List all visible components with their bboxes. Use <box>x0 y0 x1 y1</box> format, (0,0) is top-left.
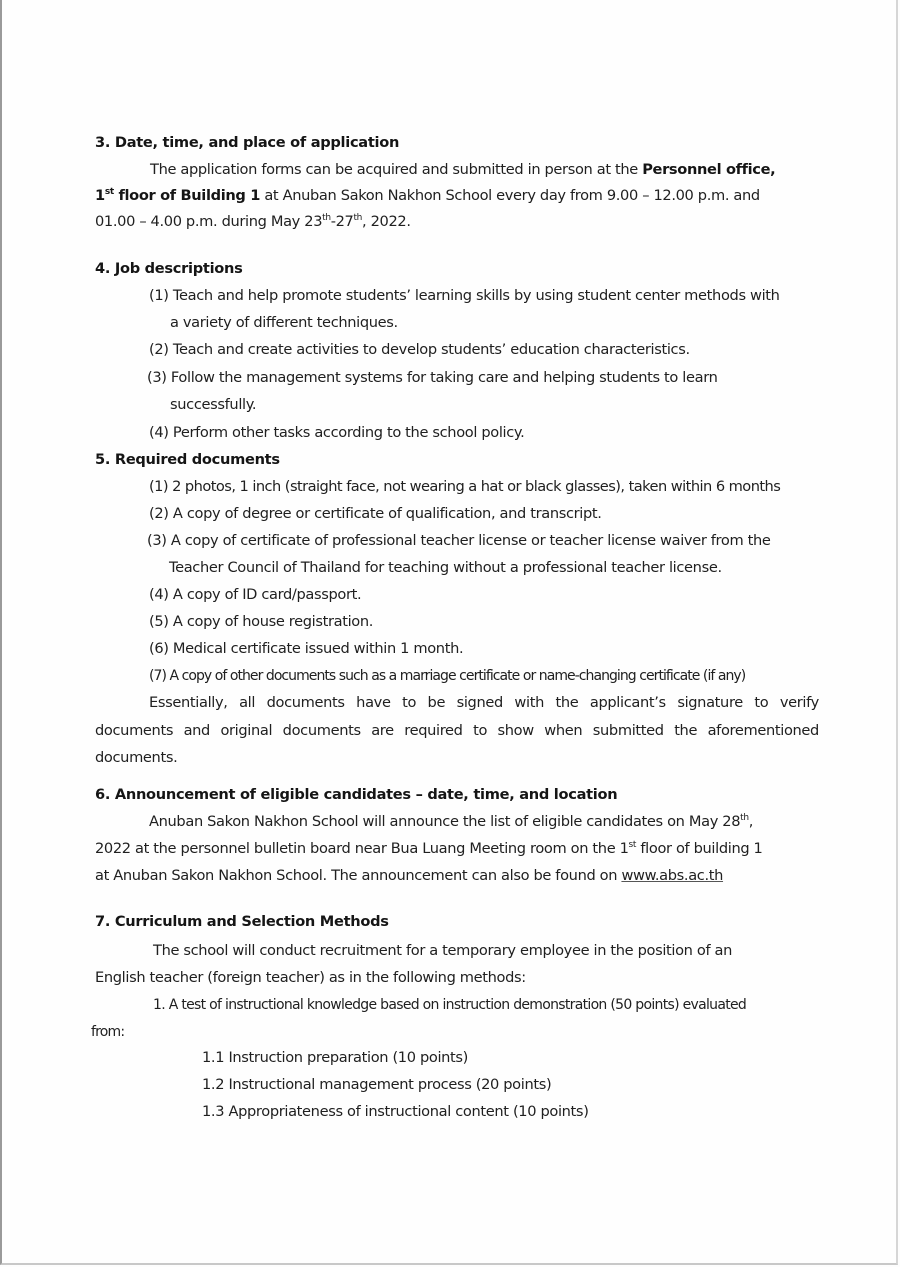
text: , 2022. <box>362 213 411 230</box>
job-description-item-3-cont: successfully. <box>170 396 257 413</box>
selection-method-1: 1. A test of instructional knowledge based on instruction demonstration (50 points) evaluated <box>153 997 747 1013</box>
documents-note-line-3: documents. <box>95 749 178 766</box>
word: signed <box>456 694 503 711</box>
section-6-paragraph-line-3 <box>95 867 723 885</box>
required-document-item-3: (3) A copy of certificate of professional teacher license or teacher license waiver from the <box>147 532 771 549</box>
job-description-item-1: (1) Teach and help promote students’ learning skills by using student center methods with <box>149 287 780 304</box>
required-document-item-7: (7) A copy of other documents such as a marriage certificate or name-changing certificate (if any) <box>149 668 746 684</box>
text: -27 <box>330 213 354 230</box>
section-6-paragraph-line-1 <box>149 813 753 831</box>
section-7-intro-line-1: The school will conduct recruitment for a temporary employee in the position of an <box>153 942 733 959</box>
required-document-item-4: (4) A copy of ID card/passport. <box>149 586 362 603</box>
section-3-paragraph-line-1 <box>150 161 775 179</box>
job-description-item-4: (4) Perform other tasks according to the school policy. <box>149 424 525 441</box>
website-link[interactable]: www.abs.ac.th <box>621 867 724 884</box>
word: with <box>514 694 544 711</box>
section-7-intro-line-2: English teacher (foreign teacher) as in the following methods: <box>95 969 526 986</box>
ordinal-suffix: th <box>322 213 331 224</box>
word: the <box>555 694 579 711</box>
word: when <box>544 722 583 739</box>
section-6-paragraph-line-2 <box>95 840 763 858</box>
ordinal-suffix: th <box>353 213 363 224</box>
ordinal-suffix: st <box>628 840 637 851</box>
job-description-item-1-cont: a variety of different techniques. <box>170 314 398 331</box>
word: documents <box>95 722 174 739</box>
text: floor of building 1 <box>636 840 763 857</box>
office-name: Personnel office, <box>642 161 776 178</box>
criteria-item-3: 1.3 Appropriateness of instructional content (10 points) <box>202 1103 589 1120</box>
word: required <box>404 722 463 739</box>
text: Anuban Sakon Nakhon School will announce the list of eligible candidates on May 28 <box>149 813 741 830</box>
text: 2022 at the personnel bulletin board near Bua Luang Meeting room on the 1 <box>95 840 629 857</box>
word: original <box>220 722 273 739</box>
ordinal-suffix: st <box>104 187 114 198</box>
word: to <box>754 694 769 711</box>
section-3-paragraph-line-2 <box>95 187 760 205</box>
section-6-heading: 6. Announcement of eligible candidates – date, time, and location <box>95 786 618 803</box>
text: 1 <box>95 187 105 204</box>
text: at Anuban Sakon Nakhon School every day from 9.00 – 12.00 p.m. and <box>260 187 760 204</box>
required-document-item-5: (5) A copy of house registration. <box>149 613 374 630</box>
job-description-item-3: (3) Follow the management systems for taking care and helping students to learn <box>147 369 718 386</box>
word: documents <box>282 722 361 739</box>
section-3-paragraph-line-3 <box>95 213 411 231</box>
text: floor of Building 1 <box>113 187 261 204</box>
word: all <box>239 694 256 711</box>
word: to <box>402 694 417 711</box>
word: show <box>497 722 534 739</box>
word: Essentially, <box>149 694 228 711</box>
criteria-item-1: 1.1 Instruction preparation (10 points) <box>202 1049 469 1066</box>
ordinal-suffix: th <box>740 813 749 824</box>
word: to <box>473 722 488 739</box>
text: 01.00 – 4.00 p.m. during May 23 <box>95 213 323 230</box>
criteria-item-2: 1.2 Instructional management process (20 points) <box>202 1076 552 1093</box>
required-document-item-3-cont: Teacher Council of Thailand for teaching without a professional teacher license. <box>169 559 722 576</box>
section-7-heading: 7. Curriculum and Selection Methods <box>95 913 389 930</box>
word: verify <box>779 694 819 711</box>
required-document-item-2: (2) A copy of degree or certificate of qualification, and transcript. <box>149 505 602 522</box>
word: documents <box>266 694 345 711</box>
word: applicant’s <box>589 694 666 711</box>
selection-method-1-cont: from: <box>91 1024 125 1040</box>
word: and <box>183 722 210 739</box>
job-description-item-2: (2) Teach and create activities to develop students’ education characteristics. <box>149 341 690 358</box>
word: aforementioned <box>707 722 819 739</box>
text: , <box>748 813 753 830</box>
required-document-item-6: (6) Medical certificate issued within 1 month. <box>149 640 464 657</box>
word: are <box>371 722 394 739</box>
section-3-heading: 3. Date, time, and place of application <box>95 134 400 151</box>
section-4-heading: 4. Job descriptions <box>95 260 243 277</box>
word: the <box>674 722 698 739</box>
documents-note-line-2 <box>95 722 819 740</box>
text: at Anuban Sakon Nakhon School. The announcement can also be found on <box>95 867 622 884</box>
word: have <box>356 694 391 711</box>
text: The application forms can be acquired and submitted in person at the <box>150 161 643 178</box>
building-floor <box>95 187 260 204</box>
required-document-item-1: (1) 2 photos, 1 inch (straight face, not wearing a hat or black glasses), taken within 6 months <box>149 478 781 495</box>
word: be <box>427 694 446 711</box>
documents-note-line-1 <box>149 694 819 712</box>
word: submitted <box>592 722 664 739</box>
section-5-heading: 5. Required documents <box>95 451 280 468</box>
word: signature <box>677 694 743 711</box>
